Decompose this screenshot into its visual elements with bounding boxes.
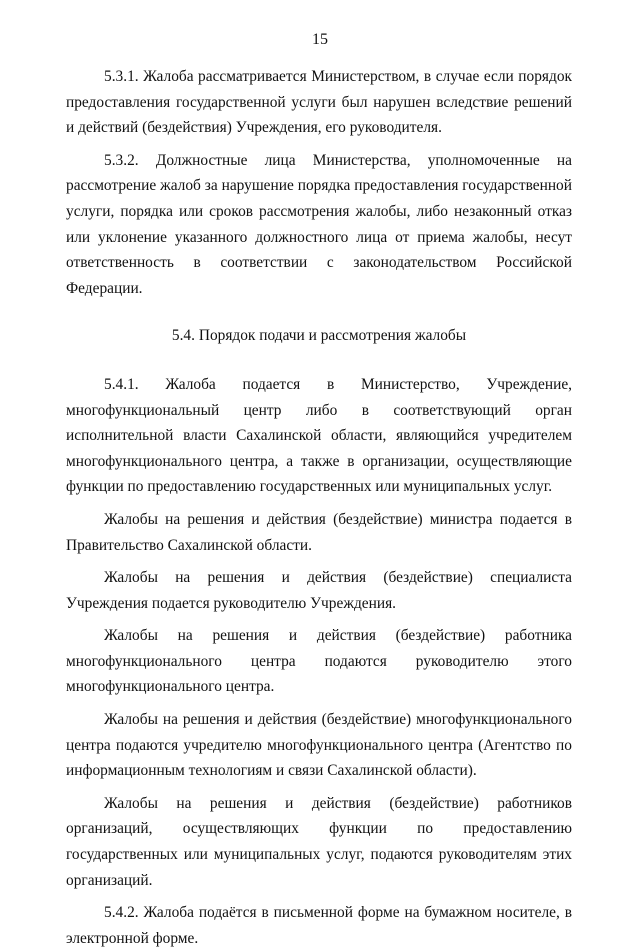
paragraph-5-3-1: 5.3.1. Жалоба рассматривается Министерством, в случае если порядок предоставления государственной услуги был нарушен вследствие решений и действий (бездействия) Учреждения, его руководителя. [66,68,572,137]
section-heading-5-4: 5.4. Порядок подачи и рассмотрения жалобы [171,327,467,345]
paragraph-organizations-complaints: Жалобы на решения и действия (бездействие) работников организаций, осуществляющих функции по предоставлению государственных или муниципальных услуг, подаются руководителям этих организаций. [66,794,572,889]
paragraph-minister-complaints: Жалобы на решения и действия (бездействие) министра подается в Правительство Сахалинской области. [66,510,572,554]
document-body [66,64,572,951]
page-number: 15 [312,31,328,48]
paragraph-mfc-complaints: Жалобы на решения и действия (бездействие) многофункционального центра подаются учредителю многофункционального центра (Агентство по информационным технологиям и связи Сахалинской области). [66,711,572,780]
paragraph-specialist-complaints: Жалобы на решения и действия (бездействие) специалиста Учреждения подается руководителю Учреждения. [66,569,572,612]
paragraph-5-4-1: 5.4.1. Жалоба подается в Министерство, Учреждение, многофункциональный центр либо в соответствующий орган исполнительной власти Сахалинской области, являющийся учредителем многофункционального центра, а также в организации, осуществляющие функции по предоставлению государственных или муниципальных услуг. [66,375,572,496]
paragraph-5-4-2: 5.4.2. Жалоба подаётся в письменной форме на бумажном носителе, в электронной форме. [66,904,572,947]
paragraph-mfc-worker-complaints: Жалобы на решения и действия (бездействие) работника многофункционального центра подаются руководителю этого многофункционального центра. [66,627,572,696]
paragraph-5-3-2: 5.3.2. Должностные лица Министерства, уполномоченные на рассмотрение жалоб за нарушение порядка предоставления государственной услуги, порядка или сроков рассмотрения жалобы, либо незаконный отказ или уклонение указанного должностного лица от приема жалобы, несут ответственность в соответствии с законодательством Российской Федерации. [66,151,572,297]
